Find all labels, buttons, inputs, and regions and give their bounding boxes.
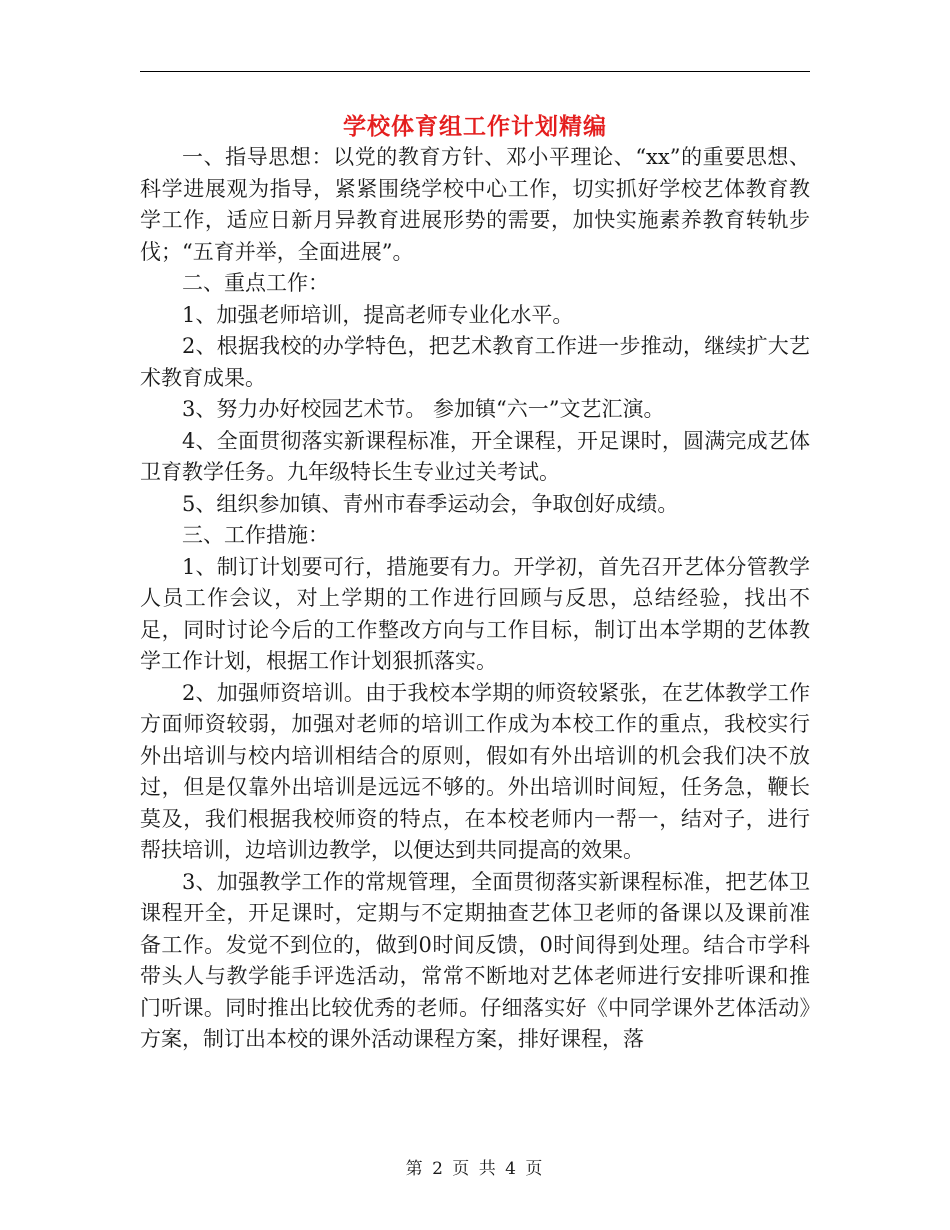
paragraph-measure-3: 3、加强教学工作的常规管理，全面贯彻落实新课程标准，把艺体卫课程开全，开足课时，定期与不定期抽查艺体卫老师的备课以及课前准备工作。发觉不到位的，做到0时间反馈，0时间得到处理。结合市学科带头人与教学能手评选活动，常常不断地对艺体老师进行安排听课和推门听课。同时推出比较优秀的老师。仔细落实好《中同学课外艺体活动》方案，制订出本校的课外活动课程方案，排好课程，落 [140, 869, 810, 1051]
paragraph-key-work-2: 2、根据我校的办学特色，把艺术教育工作进一步推动，继续扩大艺术教育成果。 [140, 334, 810, 390]
page-number-footer: 第 2 页 共 4 页 [405, 1159, 545, 1179]
paragraph-key-work-1: 1、加强老师培训，提高老师专业化水平。 [182, 302, 574, 327]
paragraph-key-work-heading: 二、重点工作： [182, 271, 329, 295]
header-rule [140, 71, 810, 72]
paragraph-measures-heading: 三、工作措施： [182, 523, 329, 547]
paragraph-key-work-4: 4、全面贯彻落实新课程标准，开全课程，开足课时，圆满完成艺体卫育教学任务。九年级特长生专业过关考试。 [140, 428, 810, 484]
paragraph-key-work-3: 3、努力办好校园艺术节。 参加镇“六一”文艺汇演。 [182, 397, 665, 421]
paragraph-measure-2: 2、加强师资培训。由于我校本学期的师资较紧张，在艺体教学工作方面师资较弱，加强对老师的培训工作成为本校工作的重点，我校实行外出培训与校内培训相结合的原则，假如有外出培训的机会我们决不放过，但是仅靠外出培训是远远不够的。外出培训时间短，任务急，鞭长莫及，我们根据我校师资的特点，在本校老师内一帮一，结对子，进行帮扶培训，边培训边教学，以便达到共同提高的效果。 [140, 680, 810, 862]
document-title: 学校体育组工作计划精编 [343, 114, 607, 140]
paragraph-key-work-5: 5、组织参加镇、青州市春季运动会，争取创好成绩。 [182, 491, 679, 516]
document-body [140, 142, 810, 1056]
paragraph-measure-1: 1、制订计划要可行，措施要有力。开学初，首先召开艺体分管教学人员工作会议，对上学期的工作进行回顾与反思，总结经验，找出不足，同时讨论今后的工作整改方向与工作目标，制订出本学期的艺体教学工作计划，根据工作计划狠抓落实。 [140, 554, 810, 673]
paragraph-guiding-ideology: 一、指导思想：以党的教育方针、邓小平理论、“xx”的重要思想、科学进展观为指导，紧紧围绕学校中心工作，切实抓好学校艺体教育教学工作，适应日新月异教育进展形势的需要，加快实施素养教育转轨步伐；“五育并举，全面进展”。 [140, 145, 810, 264]
